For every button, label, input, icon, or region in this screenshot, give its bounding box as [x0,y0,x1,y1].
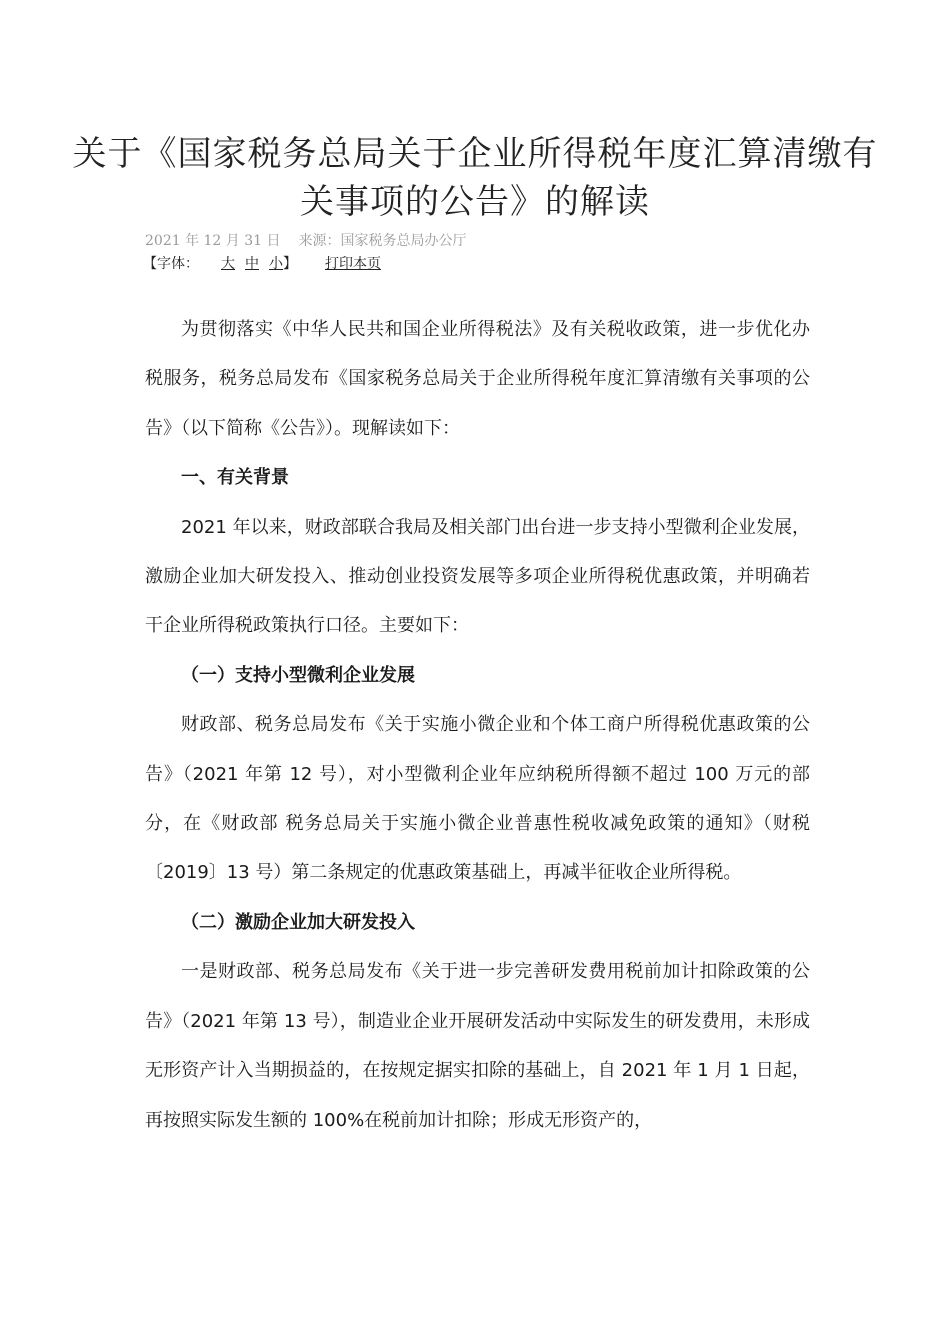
section-subheading: （二）激励企业加大研发投入 [181,911,415,933]
paragraph: 财政部、税务总局发布《关于实施小微企业和个体工商户所得税优惠政策的公告》（2021 年第 12 号），对小型微利企业年应纳税所得额不超过 100 万元的部分，在《财政部 税务总局关于实施小微企业普惠性税收减免政策的通知》（财税〔2019〕13 号）第二条规定的优惠政策基础上，再减半征收企业所得税。 [145,714,810,884]
article-body [145,305,810,1145]
section-heading: 一、有关背景 [181,467,289,489]
paragraph: 一是财政部、税务总局发布《关于进一步完善研发费用税前加计扣除政策的公告》（2021 年第 13 号），制造业企业开展研发活动中实际发生的研发费用，未形成无形资产计入当期损益的，在按规定据实扣除的基础上，自 2021 年 1 月 1 日起，再按照实际发生额的 100%在税前加计扣除；形成无形资产的， [145,961,810,1131]
font-size-small-link[interactable]: 小 [269,256,283,272]
paragraph: 为贯彻落实《中华人民共和国企业所得税法》及有关税收政策，进一步优化办税服务，税务总局发布《国家税务总局关于企业所得税年度汇算清缴有关事项的公告》（以下简称《公告》）。现解读如下： [145,319,810,439]
print-page-link[interactable]: 打印本页 [325,256,381,272]
publish-date: 2021 年 12 月 31 日 [145,233,281,249]
font-size-label: 【字体： [143,256,199,272]
font-size-large-link[interactable]: 大 [221,256,235,272]
article-meta [145,230,467,250]
paragraph: 2021 年以来，财政部联合我局及相关部门出台进一步支持小型微利企业发展，激励企业加大研发投入、推动创业投资发展等多项企业所得税优惠政策，并明确若干企业所得税政策执行口径。主要如下： [145,516,810,637]
font-size-medium-link[interactable]: 中 [245,256,259,272]
section-subheading: （一）支持小型微利企业发展 [181,664,415,686]
font-size-close-bracket: 】 [283,256,297,272]
article-source: 来源：国家税务总局办公厅 [298,233,467,249]
article-title: 关于《国家税务总局关于企业所得税年度汇算清缴有关事项的公告》的解读 [72,134,878,222]
font-size-toolbar [143,253,381,273]
